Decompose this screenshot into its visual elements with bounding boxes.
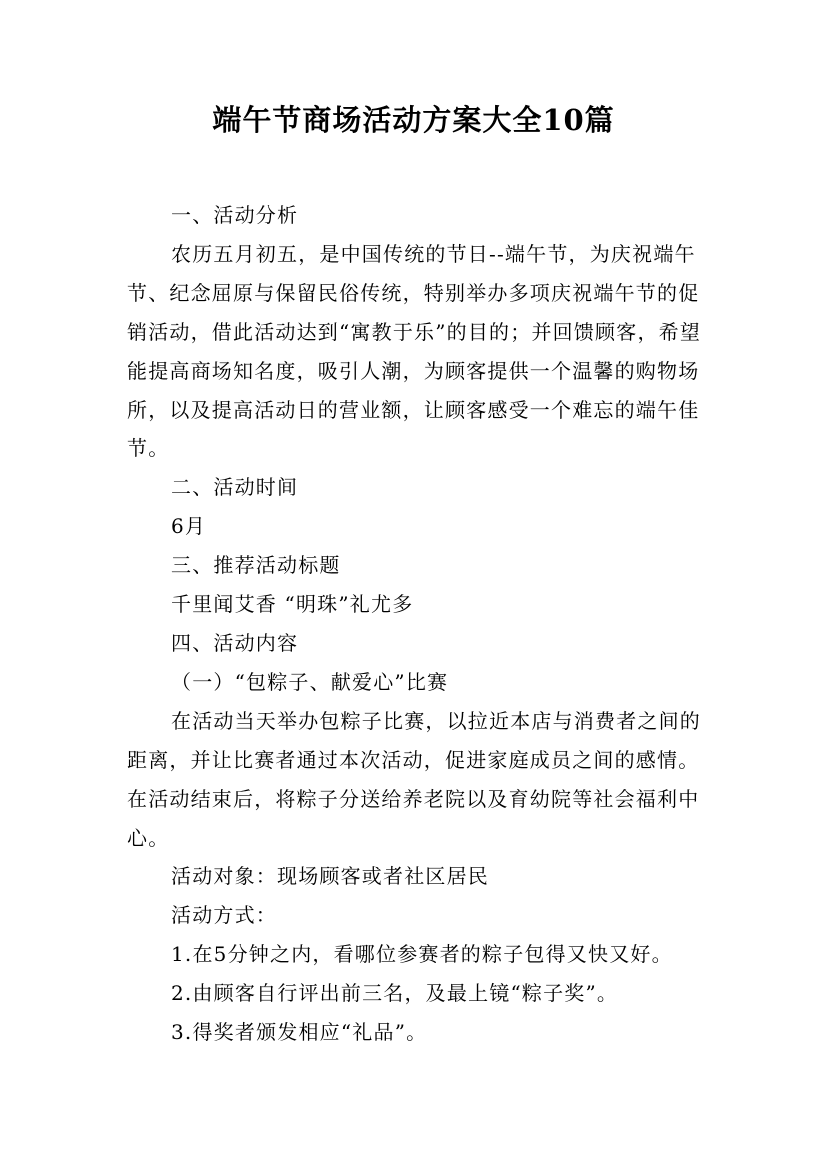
- paragraph-title: 千里闻艾香 “明珠”礼尤多: [171, 592, 414, 617]
- document-title: 端午节商场活动方案大全10篇: [212, 103, 615, 137]
- section-heading-title: 三、推荐活动标题: [171, 553, 341, 578]
- section-heading-content: 四、活动内容: [171, 630, 299, 655]
- list-item-2: 2.由顾客自行评出前三名，及最上镜“粽子奖”。: [171, 981, 619, 1006]
- paragraph-target: 活动对象：现场顾客或者社区居民: [171, 864, 489, 889]
- list-item-3: 3.得奖者颁发相应“礼品”。: [171, 1020, 428, 1045]
- subsection-heading-contest: （一）“包粽子、献爱心”比赛: [171, 669, 449, 694]
- section-heading-time: 二、活动时间: [171, 475, 299, 500]
- section-heading-analysis: 一、活动分析: [171, 203, 299, 227]
- paragraph-time: 6月: [171, 514, 207, 539]
- paragraph-contest: 在活动当天举办包粽子比赛，以拉近本店与消费者之间的距离，并让比赛者通过本次活动，促进家庭成员之间的感情。在活动结束后，将粽子分送给养老院以及育幼院等社会福利中心。: [127, 708, 701, 850]
- paragraph-analysis: 农历五月初五，是中国传统的节日--端午节，为庆祝端午节、纪念屈原与保留民俗传统，特别举办多项庆祝端午节的促销活动，借此活动达到“寓教于乐”的目的；并回馈顾客，希望能提高商场知名度，吸引人潮，为顾客提供一个温馨的购物场所，以及提高活动日的营业额，让顾客感受一个难忘的端午佳节。: [127, 241, 702, 461]
- paragraph-method-label: 活动方式：: [171, 903, 277, 928]
- document-body: [127, 196, 707, 1052]
- list-item-1: 1.在5分钟之内，看哪位参赛者的粽子包得又快又好。: [171, 942, 673, 967]
